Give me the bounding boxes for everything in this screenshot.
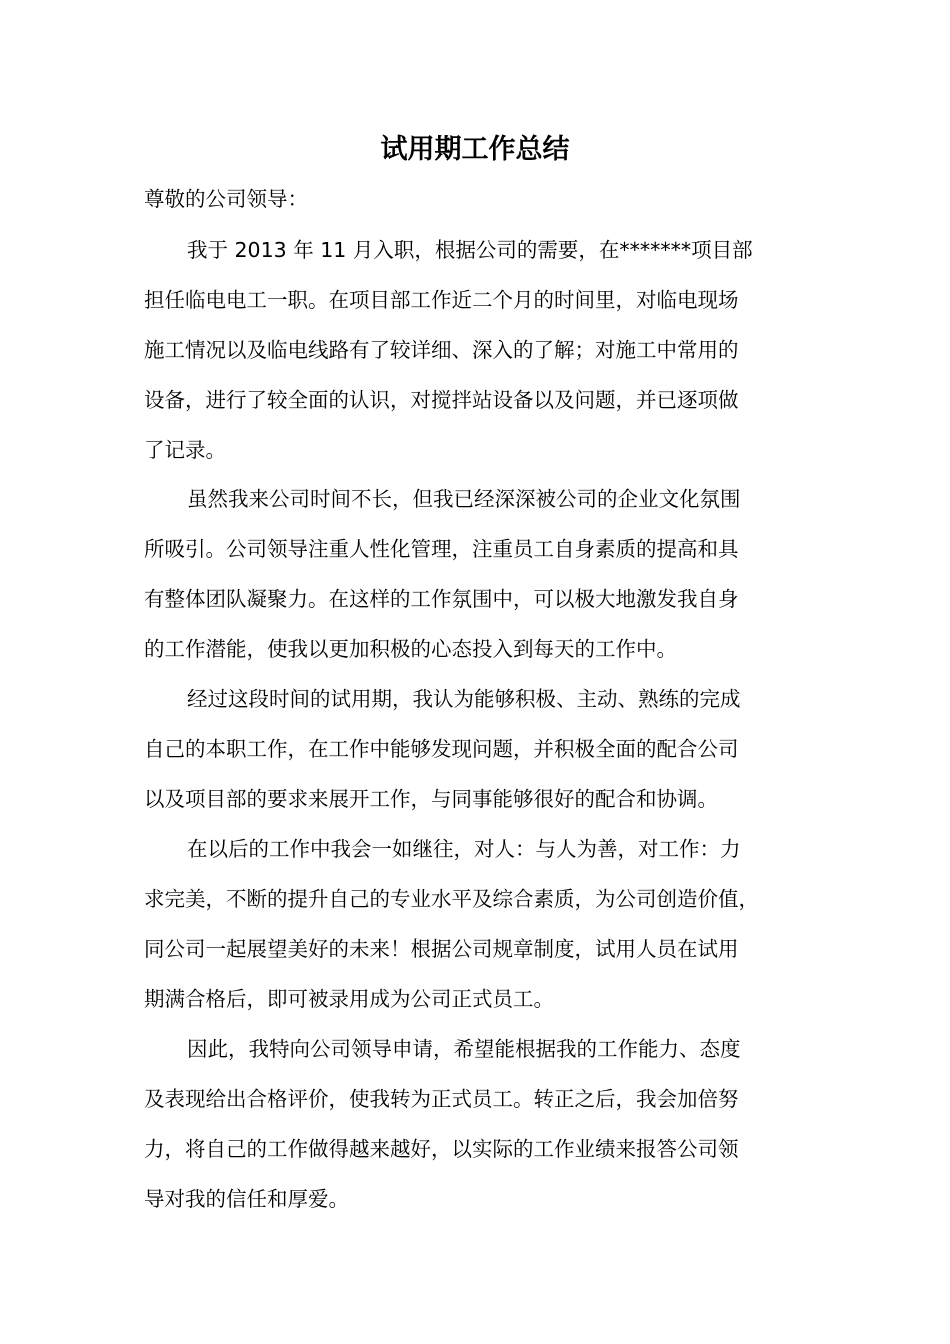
paragraph-line: 求完美，不断的提升自己的专业水平及综合素质，为公司创造价值， bbox=[144, 887, 759, 911]
paragraph-line: 所吸引。公司领导注重人性化管理，注重员工自身素质的提高和具 bbox=[144, 537, 739, 561]
document-title: 试用期工作总结 bbox=[380, 134, 570, 165]
paragraph-1 bbox=[144, 225, 834, 475]
paragraph-line: 以及项目部的要求来展开工作，与同事能够很好的配合和协调。 bbox=[144, 787, 718, 811]
paragraph-line: 期满合格后，即可被录用成为公司正式员工。 bbox=[144, 987, 554, 1011]
paragraph-line: 及表现给出合格评价，使我转为正式员工。转正之后，我会加倍努 bbox=[144, 1087, 739, 1111]
paragraph-line: 力，将自己的工作做得越来越好，以实际的工作业绩来报答公司领 bbox=[144, 1137, 739, 1161]
paragraph-2 bbox=[144, 474, 834, 674]
paragraph-line: 设备，进行了较全面的认识，对搅拌站设备以及问题，并已逐项做 bbox=[144, 388, 739, 412]
paragraph-line: 的工作潜能，使我以更加积极的心态投入到每天的工作中。 bbox=[144, 637, 677, 661]
paragraph-line: 经过这段时间的试用期，我认为能够积极、主动、熟练的完成 bbox=[187, 687, 741, 711]
paragraph-line: 虽然我来公司时间不长，但我已经深深被公司的企业文化氛围 bbox=[187, 487, 741, 511]
paragraph-line: 我于 2013 年 11 月入职，根据公司的需要，在*******项目部 bbox=[187, 238, 753, 262]
paragraph-line: 在以后的工作中我会一如继往，对人：与人为善，对工作：力 bbox=[187, 837, 741, 861]
paragraph-line: 有整体团队凝聚力。在这样的工作氛围中，可以极大地激发我自身 bbox=[144, 587, 739, 611]
paragraph-line: 同公司一起展望美好的未来！根据公司规章制度，试用人员在试用 bbox=[144, 937, 739, 961]
paragraph-4 bbox=[144, 824, 834, 1024]
paragraph-line: 因此，我特向公司领导申请，希望能根据我的工作能力、态度 bbox=[187, 1037, 741, 1061]
paragraph-5 bbox=[144, 1024, 834, 1224]
paragraph-line: 担任临电电工一职。在项目部工作近二个月的时间里，对临电现场 bbox=[144, 288, 739, 312]
paragraph-3 bbox=[144, 674, 834, 824]
salutation: 尊敬的公司领导： bbox=[144, 187, 308, 211]
paragraph-line: 了记录。 bbox=[144, 438, 226, 462]
paragraph-line: 自己的本职工作，在工作中能够发现问题，并积极全面的配合公司 bbox=[144, 737, 739, 761]
paragraph-line: 施工情况以及临电线路有了较详细、深入的了解；对施工中常用的 bbox=[144, 338, 739, 362]
paragraph-line: 导对我的信任和厚爱。 bbox=[144, 1187, 349, 1211]
